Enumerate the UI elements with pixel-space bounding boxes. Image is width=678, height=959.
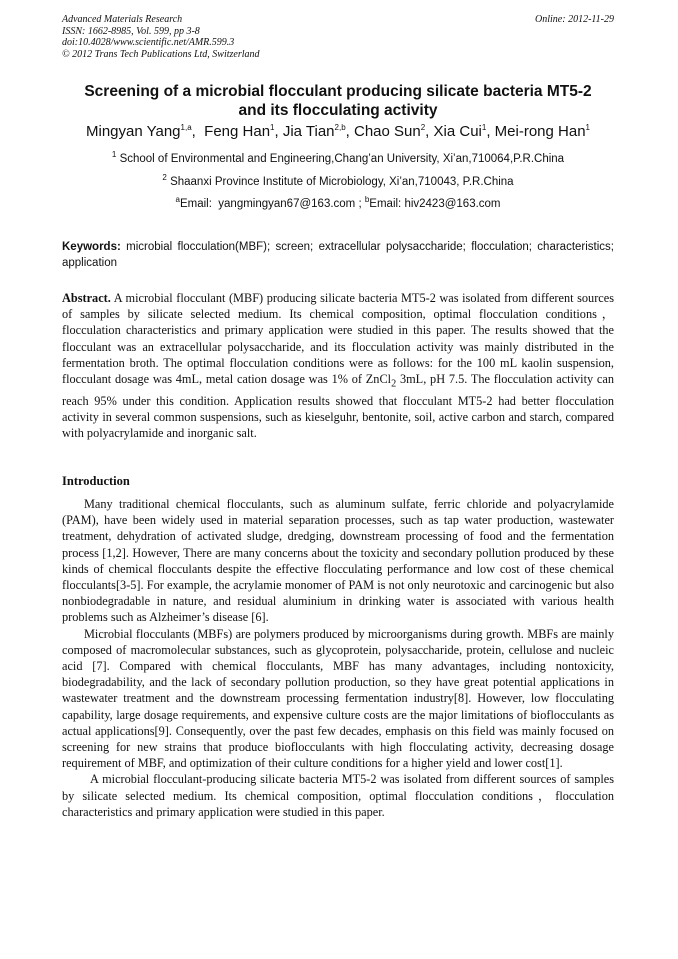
doi-line: doi:10.4028/www.scientific.net/AMR.599.3 xyxy=(62,37,235,48)
title-line-2: and its flocculating activity xyxy=(238,102,438,119)
abstract-text-cont: 3mL, pH 7.5. The flocculation activity can reach 95% under this condition. Application results showed that flocculant MT5-2 had better flocculation activity in several common suspensions, such as kieselguhr, bentonite, soil, active carbon and starch, compared with polyacrylamide and inorganic salt. xyxy=(62,372,614,441)
abstract-label: Abstract. xyxy=(62,291,111,305)
author-name: Feng Han xyxy=(204,123,271,140)
email-mark-b: b xyxy=(364,195,370,205)
paper-title xyxy=(62,82,614,120)
journal-name: Advanced Materials Research xyxy=(62,14,183,25)
author-affiliation-mark: 2 xyxy=(420,123,426,132)
author-name: Jia Tian xyxy=(282,123,335,140)
abstract-subscript: 2 xyxy=(391,378,397,390)
affiliation-text: Shaanxi Province Institute of Microbiology, Xi’an,710043, P.R.China xyxy=(170,176,514,188)
keywords-text: microbial flocculation(MBF); screen; extracellular polysaccharide; flocculation; characteristics; application xyxy=(62,241,614,269)
affiliation-mark: 2 xyxy=(162,173,167,183)
author-name: Xia Cui xyxy=(433,123,482,140)
author-affiliation-mark: 1 xyxy=(270,123,275,132)
author-affiliation-mark: 1 xyxy=(481,123,487,132)
author-name: Mingyan Yang xyxy=(86,123,181,140)
section-heading: Introduction xyxy=(62,474,130,488)
email-b: Email: hiv2423@163.com xyxy=(369,198,501,210)
author-name: Chao Sun xyxy=(354,123,421,140)
abstract-text: A microbial flocculant (MBF) producing silicate bacteria MT5-2 was isolated from different sources of samples by silicate selected medium. Its chemical composition, optimal flocculation conditions，flocculation characteristics and primary application were studied in this paper. The results showed that the flocculant was an extracellular polysaccharide, and its flocculation activity was mainly distributed in the fermentation broth. The optimal flocculation conditions were as follows: for the 100 mL kaolin suspension, flocculant dosage was 4mL, metal cation dosage was 1% of ZnCl xyxy=(62,291,614,387)
author-separator: , xyxy=(191,123,205,140)
keywords-label: Keywords: xyxy=(62,241,121,253)
abstract-block xyxy=(62,290,614,441)
author-separator: , xyxy=(345,123,354,140)
affiliation-text: School of Environmental and Engineering,Chang’an University, Xi’an,710064,P.R.China xyxy=(119,153,565,165)
author-list xyxy=(62,122,614,142)
online-date: Online: 2012-11-29 xyxy=(535,14,614,25)
author-name: Mei-rong Han xyxy=(494,123,586,140)
email-a: Email: yangmingyan67@163.com ; xyxy=(179,198,365,210)
affiliation-2 xyxy=(62,175,614,189)
author-affiliation-mark: 1,a xyxy=(180,123,192,132)
author-separator: , xyxy=(274,123,283,140)
author-separator: , xyxy=(486,123,495,140)
keywords-block xyxy=(62,239,614,271)
copyright-line: © 2012 Trans Tech Publications Ltd, Switzerland xyxy=(62,48,260,60)
affiliation-mark: 1 xyxy=(111,150,117,160)
email-mark-a: a xyxy=(175,195,180,205)
title-line-1: Screening of a microbial flocculant producing silicate bacteria MT5-2 xyxy=(84,83,592,100)
author-separator: , xyxy=(425,123,434,140)
paragraph: A microbial flocculant-producing silicate bacteria MT5-2 was isolated from different sources of samples by silicate selected medium. Its chemical composition, optimal flocculation conditions，flocculation characteristics and primary application were studied in this paper. xyxy=(62,772,614,819)
paragraph: Many traditional chemical flocculants, such as aluminum sulfate, ferric chloride and polyacrylamide (PAM), have been widely used in material separation processes, such as tap water production, wastewater treatment, dehydration of activated sludge, dredging, downstream processing of food and the fermentation process [1,2]. However, There are many concerns about the toxicity and secondary pollution produced by these kinds of chemical flocculants despite the effective flocculating performance and low cost of these chemical flocculants[3-5]. For example, the acrylamie monomer of PAM is not only neurotoxic and carcinogenic but also nonbiodegradable in nature, and residual aluminium in drinking water is associated with various health problems such as Alzheimer’s disease [6]. xyxy=(62,497,614,625)
email-line xyxy=(62,197,614,211)
author-affiliation-mark: 1 xyxy=(585,123,590,132)
running-header xyxy=(62,14,614,60)
author-affiliation-mark: 2,b xyxy=(334,123,346,132)
introduction-body xyxy=(62,496,614,820)
issn-line: ISSN: 1662-8985, Vol. 599, pp 3-8 xyxy=(62,25,200,37)
paragraph: Microbial flocculants (MBFs) are polymers produced by microorganisms during growth. MBFs are mainly composed of macromolecular substances, such as glycoprotein, polysaccharide, protein, cellulose and nucleic acid [7]. Compared with chemical flocculants, MBF has many advantages, including nontoxicity, biodegradability, and the lack of secondary pollution production, so they have great potential applications in wastewater treatment and the downstream processing fermentation industry[8]. However, low flocculating capability, large dosage requirements, and expensive culture costs are the major limitations of bioflocculants as actual applications[9]. Consequently, over the past few decades, emphasis on this field was mainly focused on screening for new strains that produce bioflocculants with high flocculating activity, decreasing dosage requirement of MBF, and optimization of their culture conditions for a higher yield and lower cost[1]. xyxy=(62,626,614,771)
affiliation-1 xyxy=(62,152,614,166)
